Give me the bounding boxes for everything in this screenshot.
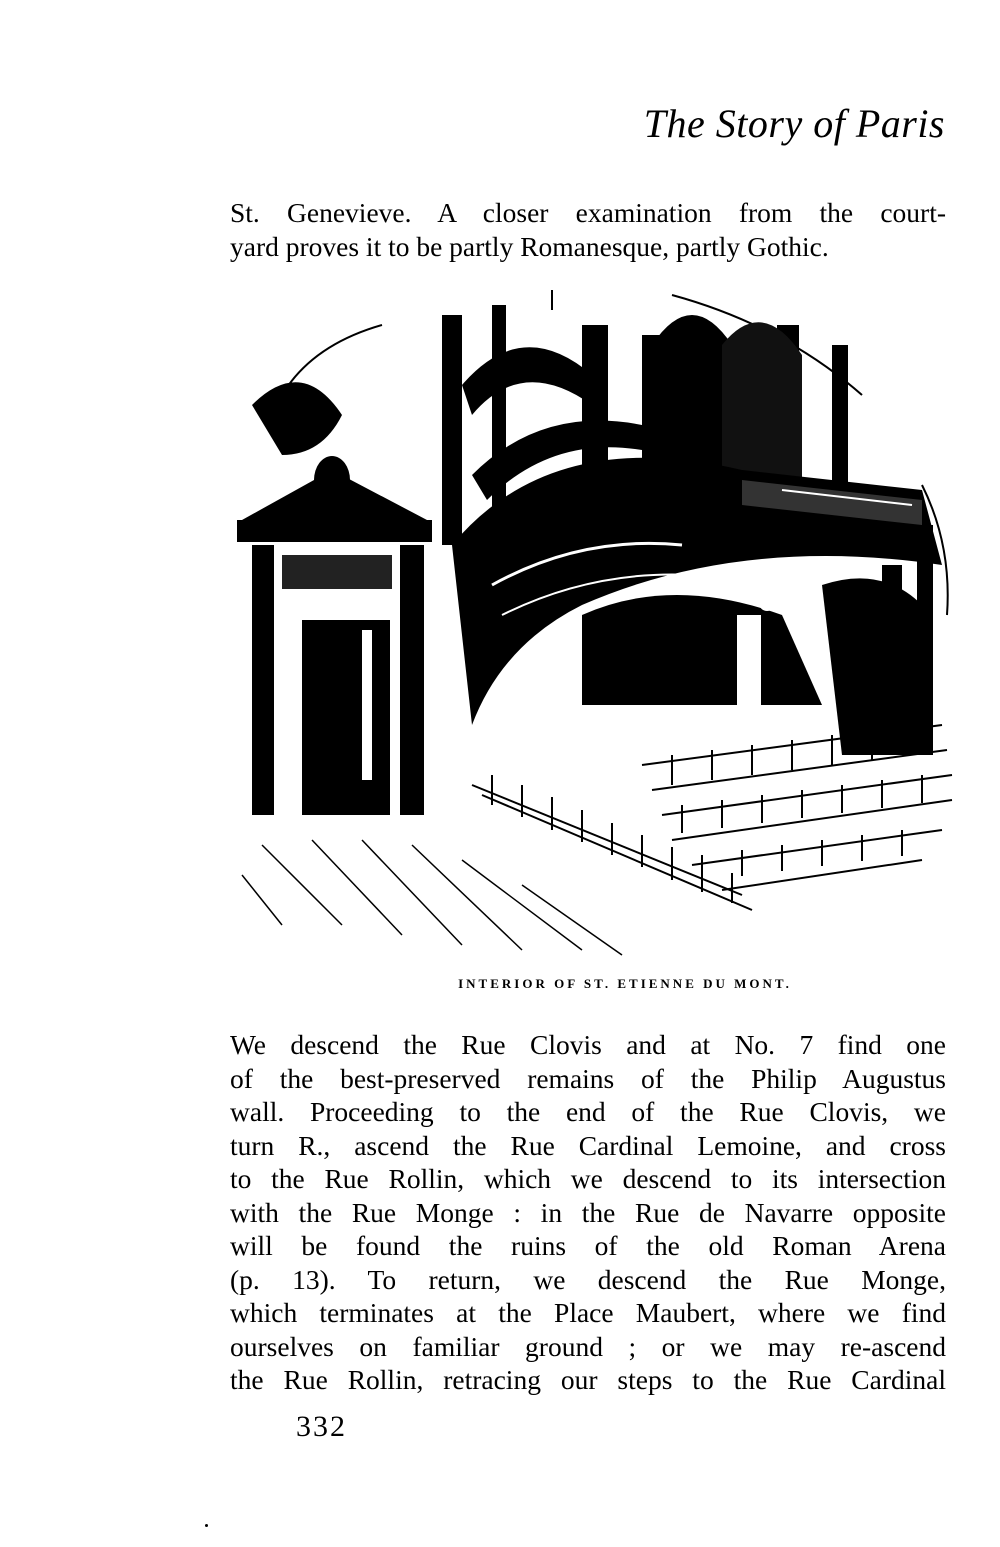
text-line: yard proves it to be partly Romanesque, partly Gothic.	[230, 230, 829, 262]
text-line: We descend the Rue Clovis and at No. 7 find one	[230, 1029, 946, 1060]
floor-hatching	[242, 840, 622, 955]
text-line: turn R., ascend the Rue Cardinal Lemoine, and cross	[230, 1129, 946, 1161]
text-line: will be found the ruins of the old Roman Arena	[230, 1230, 946, 1261]
text-line: to the Rue Rollin, which we descend to its intersection	[230, 1163, 946, 1194]
text-line: the Rue Rollin, retracing our steps to the Rue Cardinal	[230, 1364, 946, 1395]
ink-speck	[205, 1524, 208, 1527]
paragraph-top	[230, 196, 946, 263]
text-line: St. Genevieve. A closer examination from the court-	[230, 197, 946, 228]
illustration-interior-st-etienne-du-mont	[222, 285, 962, 960]
engraving-drawing	[222, 285, 962, 960]
text-line: with the Rue Monge : in the Rue de Navarre opposite	[230, 1196, 946, 1228]
running-head: The Story of Paris	[643, 101, 945, 146]
rood-screen-staircase	[452, 421, 942, 775]
pedimented-doorway	[237, 382, 432, 815]
balustrade	[472, 775, 752, 910]
text-line: ourselves on familiar ground ; or we may re-ascend	[230, 1330, 946, 1362]
paragraph-main	[230, 1028, 946, 1397]
text-line: (p. 13). To return, we descend the Rue Monge,	[230, 1263, 946, 1295]
text-line: wall. Proceeding to the end of the Rue Clovis, we	[230, 1096, 946, 1127]
page-number: 332	[296, 1410, 347, 1443]
text-line: of the best-preserved remains of the Philip Augustus	[230, 1062, 946, 1094]
text-line: which terminates at the Place Maubert, where we find	[230, 1297, 946, 1328]
figure-caption: INTERIOR OF ST. ETIENNE DU MONT.	[458, 976, 792, 991]
